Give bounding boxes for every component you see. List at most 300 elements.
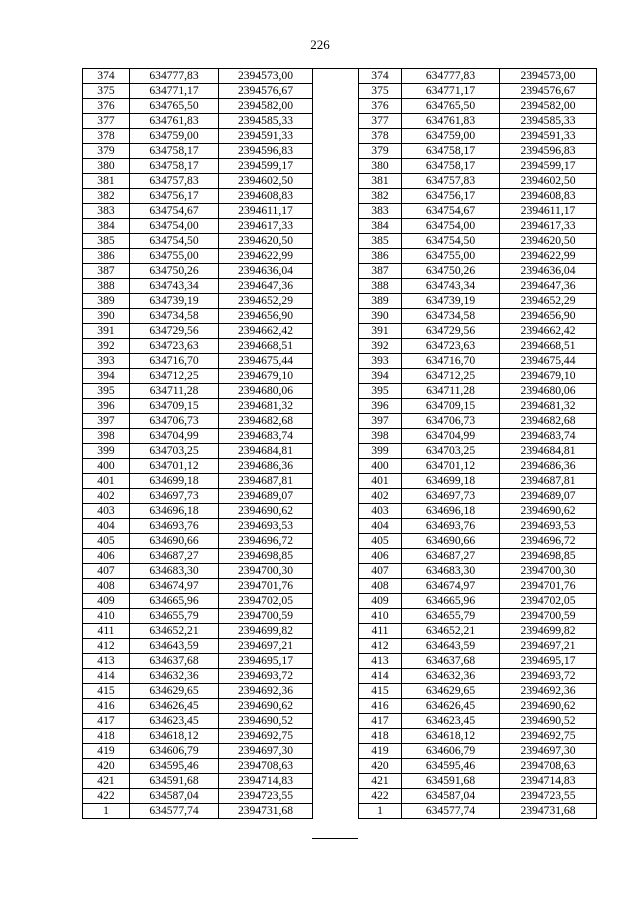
x-coordinate-cell: 634693,76: [402, 519, 500, 534]
point-number-cell: 407: [83, 564, 130, 579]
x-coordinate-cell: 634755,00: [130, 249, 219, 264]
y-coordinate-cell: 2394599,17: [219, 159, 313, 174]
y-coordinate-cell: 2394695,17: [500, 654, 597, 669]
y-coordinate-cell: 2394679,10: [500, 369, 597, 384]
table-row: [359, 759, 597, 774]
x-coordinate-cell: 634637,68: [402, 654, 500, 669]
point-number-cell: 416: [359, 699, 402, 714]
table-row: [83, 99, 313, 114]
x-coordinate-cell: 634693,76: [130, 519, 219, 534]
y-coordinate-cell: 2394699,82: [500, 624, 597, 639]
x-coordinate-cell: 634655,79: [402, 609, 500, 624]
y-coordinate-cell: 2394585,33: [219, 114, 313, 129]
table-row: [359, 444, 597, 459]
x-coordinate-cell: 634626,45: [130, 699, 219, 714]
table-row: [359, 249, 597, 264]
x-coordinate-cell: 634577,74: [130, 804, 219, 819]
point-number-cell: 375: [359, 84, 402, 99]
table-row: [359, 684, 597, 699]
point-number-cell: 418: [83, 729, 130, 744]
x-coordinate-cell: 634754,50: [130, 234, 219, 249]
x-coordinate-cell: 634743,34: [130, 279, 219, 294]
x-coordinate-cell: 634687,27: [130, 549, 219, 564]
point-number-cell: 415: [359, 684, 402, 699]
x-coordinate-cell: 634709,15: [130, 399, 219, 414]
point-number-cell: 391: [359, 324, 402, 339]
point-number-cell: 400: [83, 459, 130, 474]
x-coordinate-cell: 634777,83: [130, 69, 219, 84]
point-number-cell: 388: [83, 279, 130, 294]
x-coordinate-cell: 634697,73: [402, 489, 500, 504]
x-coordinate-cell: 634759,00: [130, 129, 219, 144]
x-coordinate-cell: 634723,63: [130, 339, 219, 354]
x-coordinate-cell: 634761,83: [402, 114, 500, 129]
y-coordinate-cell: 2394702,05: [500, 594, 597, 609]
point-number-cell: 399: [359, 444, 402, 459]
y-coordinate-cell: 2394700,59: [219, 609, 313, 624]
y-coordinate-cell: 2394690,52: [500, 714, 597, 729]
y-coordinate-cell: 2394683,74: [219, 429, 313, 444]
x-coordinate-cell: 634591,68: [402, 774, 500, 789]
point-number-cell: 414: [83, 669, 130, 684]
x-coordinate-cell: 634703,25: [130, 444, 219, 459]
y-coordinate-cell: 2394693,72: [219, 669, 313, 684]
table-row: [359, 279, 597, 294]
table-row: [359, 519, 597, 534]
table-row: [83, 429, 313, 444]
x-coordinate-cell: 634687,27: [402, 549, 500, 564]
y-coordinate-cell: 2394690,62: [219, 504, 313, 519]
x-coordinate-cell: 634587,04: [130, 789, 219, 804]
table-row: [83, 564, 313, 579]
x-coordinate-cell: 634711,28: [402, 384, 500, 399]
y-coordinate-cell: 2394662,42: [219, 324, 313, 339]
point-number-cell: 375: [83, 84, 130, 99]
x-coordinate-cell: 634623,45: [130, 714, 219, 729]
y-coordinate-cell: 2394576,67: [219, 84, 313, 99]
x-coordinate-cell: 634709,15: [402, 399, 500, 414]
point-number-cell: 377: [83, 114, 130, 129]
table-row: [359, 789, 597, 804]
y-coordinate-cell: 2394690,62: [500, 504, 597, 519]
y-coordinate-cell: 2394675,44: [219, 354, 313, 369]
y-coordinate-cell: 2394611,17: [500, 204, 597, 219]
y-coordinate-cell: 2394622,99: [219, 249, 313, 264]
table-row: [83, 774, 313, 789]
point-number-cell: 393: [359, 354, 402, 369]
table-row: [359, 264, 597, 279]
y-coordinate-cell: 2394681,32: [500, 399, 597, 414]
table-row: [359, 729, 597, 744]
y-coordinate-cell: 2394689,07: [219, 489, 313, 504]
point-number-cell: 388: [359, 279, 402, 294]
y-coordinate-cell: 2394596,83: [500, 144, 597, 159]
x-coordinate-cell: 634750,26: [402, 264, 500, 279]
y-coordinate-cell: 2394684,81: [500, 444, 597, 459]
table-row: [83, 339, 313, 354]
x-coordinate-cell: 634758,17: [402, 159, 500, 174]
point-number-cell: 382: [83, 189, 130, 204]
point-number-cell: 409: [83, 594, 130, 609]
point-number-cell: 376: [83, 99, 130, 114]
table-row: [83, 714, 313, 729]
table-row: [359, 324, 597, 339]
y-coordinate-cell: 2394690,62: [219, 699, 313, 714]
table-row: [359, 414, 597, 429]
point-number-cell: 401: [83, 474, 130, 489]
point-number-cell: 389: [83, 294, 130, 309]
y-coordinate-cell: 2394668,51: [500, 339, 597, 354]
point-number-cell: 381: [83, 174, 130, 189]
y-coordinate-cell: 2394697,30: [219, 744, 313, 759]
y-coordinate-cell: 2394647,36: [500, 279, 597, 294]
y-coordinate-cell: 2394689,07: [500, 489, 597, 504]
table-row: [83, 609, 313, 624]
y-coordinate-cell: 2394690,62: [500, 699, 597, 714]
y-coordinate-cell: 2394573,00: [219, 69, 313, 84]
y-coordinate-cell: 2394692,75: [500, 729, 597, 744]
y-coordinate-cell: 2394636,04: [219, 264, 313, 279]
table-row: [359, 384, 597, 399]
y-coordinate-cell: 2394708,63: [219, 759, 313, 774]
table-row: [359, 744, 597, 759]
point-number-cell: 417: [83, 714, 130, 729]
table-row: [359, 534, 597, 549]
point-number-cell: 412: [83, 639, 130, 654]
x-coordinate-cell: 634683,30: [402, 564, 500, 579]
point-number-cell: 390: [83, 309, 130, 324]
point-number-cell: 419: [359, 744, 402, 759]
x-coordinate-cell: 634704,99: [130, 429, 219, 444]
x-coordinate-cell: 634754,50: [402, 234, 500, 249]
point-number-cell: 400: [359, 459, 402, 474]
point-number-cell: 389: [359, 294, 402, 309]
table-row: [359, 99, 597, 114]
point-number-cell: 391: [83, 324, 130, 339]
point-number-cell: 397: [83, 414, 130, 429]
y-coordinate-cell: 2394698,85: [219, 549, 313, 564]
x-coordinate-cell: 634757,83: [130, 174, 219, 189]
y-coordinate-cell: 2394702,05: [219, 594, 313, 609]
y-coordinate-cell: 2394700,59: [500, 609, 597, 624]
point-number-cell: 385: [359, 234, 402, 249]
x-coordinate-cell: 634606,79: [402, 744, 500, 759]
point-number-cell: 402: [359, 489, 402, 504]
x-coordinate-cell: 634591,68: [130, 774, 219, 789]
point-number-cell: 406: [83, 549, 130, 564]
x-coordinate-cell: 634723,63: [402, 339, 500, 354]
table-row: [83, 729, 313, 744]
point-number-cell: 396: [83, 399, 130, 414]
table-gap: [312, 68, 358, 839]
y-coordinate-cell: 2394701,76: [500, 579, 597, 594]
y-coordinate-cell: 2394596,83: [219, 144, 313, 159]
coordinates-tables: [82, 68, 596, 839]
y-coordinate-cell: 2394687,81: [500, 474, 597, 489]
point-number-cell: 394: [83, 369, 130, 384]
table-row: [83, 249, 313, 264]
y-coordinate-cell: 2394697,21: [500, 639, 597, 654]
point-number-cell: 421: [83, 774, 130, 789]
y-coordinate-cell: 2394675,44: [500, 354, 597, 369]
y-coordinate-cell: 2394692,75: [219, 729, 313, 744]
table-row: [83, 294, 313, 309]
table-row: [83, 639, 313, 654]
x-coordinate-cell: 634729,56: [402, 324, 500, 339]
table-row: [83, 324, 313, 339]
x-coordinate-cell: 634696,18: [130, 504, 219, 519]
table-row: [359, 234, 597, 249]
table-row: [359, 459, 597, 474]
table-row: [359, 639, 597, 654]
x-coordinate-cell: 634699,18: [402, 474, 500, 489]
table-row: [83, 759, 313, 774]
y-coordinate-cell: 2394682,68: [219, 414, 313, 429]
table-row: [83, 129, 313, 144]
y-coordinate-cell: 2394652,29: [219, 294, 313, 309]
point-number-cell: 403: [359, 504, 402, 519]
x-coordinate-cell: 634754,00: [402, 219, 500, 234]
y-coordinate-cell: 2394602,50: [219, 174, 313, 189]
x-coordinate-cell: 634595,46: [130, 759, 219, 774]
y-coordinate-cell: 2394687,81: [219, 474, 313, 489]
x-coordinate-cell: 634712,25: [402, 369, 500, 384]
point-number-cell: 374: [359, 69, 402, 84]
table-row: [83, 744, 313, 759]
y-coordinate-cell: 2394585,33: [500, 114, 597, 129]
x-coordinate-cell: 634739,19: [402, 294, 500, 309]
table-row: [359, 579, 597, 594]
x-coordinate-cell: 634629,65: [130, 684, 219, 699]
point-number-cell: 404: [83, 519, 130, 534]
y-coordinate-cell: 2394690,52: [219, 714, 313, 729]
table-row: [359, 489, 597, 504]
y-coordinate-cell: 2394620,50: [500, 234, 597, 249]
point-number-cell: 408: [359, 579, 402, 594]
y-coordinate-cell: 2394680,06: [219, 384, 313, 399]
point-number-cell: 410: [359, 609, 402, 624]
table-row: [83, 84, 313, 99]
coordinates-table-left: [82, 68, 313, 819]
x-coordinate-cell: 634652,21: [402, 624, 500, 639]
y-coordinate-cell: 2394697,21: [219, 639, 313, 654]
point-number-cell: 393: [83, 354, 130, 369]
point-number-cell: 403: [83, 504, 130, 519]
point-number-cell: 420: [83, 759, 130, 774]
y-coordinate-cell: 2394656,90: [500, 309, 597, 324]
y-coordinate-cell: 2394636,04: [500, 264, 597, 279]
y-coordinate-cell: 2394576,67: [500, 84, 597, 99]
coordinates-table-right: [358, 68, 597, 819]
point-number-cell: 398: [83, 429, 130, 444]
table-row: [83, 189, 313, 204]
x-coordinate-cell: 634696,18: [402, 504, 500, 519]
x-coordinate-cell: 634643,59: [402, 639, 500, 654]
y-coordinate-cell: 2394714,83: [219, 774, 313, 789]
table-row: [359, 159, 597, 174]
point-number-cell: 383: [359, 204, 402, 219]
table-row: [359, 504, 597, 519]
y-coordinate-cell: 2394696,72: [219, 534, 313, 549]
table-row: [359, 204, 597, 219]
point-number-cell: 386: [83, 249, 130, 264]
point-number-cell: 399: [83, 444, 130, 459]
table-row: [83, 684, 313, 699]
point-number-cell: 398: [359, 429, 402, 444]
x-coordinate-cell: 634754,67: [402, 204, 500, 219]
point-number-cell: 378: [83, 129, 130, 144]
x-coordinate-cell: 634701,12: [130, 459, 219, 474]
point-number-cell: 377: [359, 114, 402, 129]
table-row: [83, 354, 313, 369]
y-coordinate-cell: 2394620,50: [219, 234, 313, 249]
y-coordinate-cell: 2394611,17: [219, 204, 313, 219]
x-coordinate-cell: 634771,17: [130, 84, 219, 99]
y-coordinate-cell: 2394693,53: [500, 519, 597, 534]
y-coordinate-cell: 2394683,74: [500, 429, 597, 444]
point-number-cell: 412: [359, 639, 402, 654]
x-coordinate-cell: 634754,00: [130, 219, 219, 234]
x-coordinate-cell: 634703,25: [402, 444, 500, 459]
table-row: [359, 654, 597, 669]
point-number-cell: 407: [359, 564, 402, 579]
y-coordinate-cell: 2394700,30: [219, 564, 313, 579]
table-row: [359, 774, 597, 789]
x-coordinate-cell: 634706,73: [130, 414, 219, 429]
point-number-cell: 374: [83, 69, 130, 84]
point-number-cell: 405: [359, 534, 402, 549]
x-coordinate-cell: 634716,70: [402, 354, 500, 369]
y-coordinate-cell: 2394723,55: [219, 789, 313, 804]
y-coordinate-cell: 2394617,33: [500, 219, 597, 234]
point-number-cell: 411: [83, 624, 130, 639]
point-number-cell: 383: [83, 204, 130, 219]
table-row: [359, 69, 597, 84]
x-coordinate-cell: 634756,17: [402, 189, 500, 204]
x-coordinate-cell: 634618,12: [130, 729, 219, 744]
point-number-cell: 390: [359, 309, 402, 324]
point-number-cell: 413: [359, 654, 402, 669]
table-row: [83, 654, 313, 669]
point-number-cell: 409: [359, 594, 402, 609]
point-number-cell: 380: [359, 159, 402, 174]
table-row: [83, 174, 313, 189]
y-coordinate-cell: 2394602,50: [500, 174, 597, 189]
y-coordinate-cell: 2394591,33: [500, 129, 597, 144]
x-coordinate-cell: 634754,67: [130, 204, 219, 219]
x-coordinate-cell: 634665,96: [130, 594, 219, 609]
y-coordinate-cell: 2394647,36: [219, 279, 313, 294]
x-coordinate-cell: 634665,96: [402, 594, 500, 609]
x-coordinate-cell: 634606,79: [130, 744, 219, 759]
point-number-cell: 410: [83, 609, 130, 624]
table-row: [83, 414, 313, 429]
point-number-cell: 386: [359, 249, 402, 264]
x-coordinate-cell: 634577,74: [402, 804, 500, 819]
table-row: [83, 69, 313, 84]
x-coordinate-cell: 634757,83: [402, 174, 500, 189]
point-number-cell: 397: [359, 414, 402, 429]
table-row: [83, 204, 313, 219]
table-row: [83, 789, 313, 804]
table-row: [359, 339, 597, 354]
point-number-cell: 417: [359, 714, 402, 729]
table-row: [83, 579, 313, 594]
table-row: [83, 384, 313, 399]
x-coordinate-cell: 634637,68: [130, 654, 219, 669]
y-coordinate-cell: 2394692,36: [219, 684, 313, 699]
y-coordinate-cell: 2394617,33: [219, 219, 313, 234]
y-coordinate-cell: 2394656,90: [219, 309, 313, 324]
table-row: [359, 609, 597, 624]
table-row: [359, 594, 597, 609]
table-row: [83, 279, 313, 294]
table-row: [83, 504, 313, 519]
x-coordinate-cell: 634632,36: [402, 669, 500, 684]
x-coordinate-cell: 634595,46: [402, 759, 500, 774]
x-coordinate-cell: 634643,59: [130, 639, 219, 654]
table-row: [359, 189, 597, 204]
x-coordinate-cell: 634755,00: [402, 249, 500, 264]
point-number-cell: 404: [359, 519, 402, 534]
table-row: [359, 144, 597, 159]
table-row: [83, 624, 313, 639]
x-coordinate-cell: 634587,04: [402, 789, 500, 804]
x-coordinate-cell: 634701,12: [402, 459, 500, 474]
table-row: [83, 594, 313, 609]
table-row: [359, 114, 597, 129]
x-coordinate-cell: 634632,36: [130, 669, 219, 684]
x-coordinate-cell: 634734,58: [130, 309, 219, 324]
table-row: [83, 459, 313, 474]
x-coordinate-cell: 634756,17: [130, 189, 219, 204]
table-row: [359, 354, 597, 369]
table-row: [83, 159, 313, 174]
x-coordinate-cell: 634712,25: [130, 369, 219, 384]
table-row: [83, 699, 313, 714]
table-row: [83, 114, 313, 129]
x-coordinate-cell: 634739,19: [130, 294, 219, 309]
x-coordinate-cell: 634618,12: [402, 729, 500, 744]
x-coordinate-cell: 634683,30: [130, 564, 219, 579]
point-number-cell: 411: [359, 624, 402, 639]
point-number-cell: 1: [359, 804, 402, 819]
table-row: [83, 669, 313, 684]
point-number-cell: 387: [359, 264, 402, 279]
y-coordinate-cell: 2394708,63: [500, 759, 597, 774]
y-coordinate-cell: 2394686,36: [500, 459, 597, 474]
point-number-cell: 402: [83, 489, 130, 504]
table-row: [83, 369, 313, 384]
point-number-cell: 406: [359, 549, 402, 564]
table-row: [359, 219, 597, 234]
x-coordinate-cell: 634758,17: [402, 144, 500, 159]
table-row: [83, 444, 313, 459]
y-coordinate-cell: 2394682,68: [500, 414, 597, 429]
point-number-cell: 378: [359, 129, 402, 144]
x-coordinate-cell: 634690,66: [130, 534, 219, 549]
y-coordinate-cell: 2394714,83: [500, 774, 597, 789]
point-number-cell: 413: [83, 654, 130, 669]
x-coordinate-cell: 634655,79: [130, 609, 219, 624]
y-coordinate-cell: 2394697,30: [500, 744, 597, 759]
table-row: [83, 399, 313, 414]
y-coordinate-cell: 2394723,55: [500, 789, 597, 804]
table-row: [359, 564, 597, 579]
point-number-cell: 379: [359, 144, 402, 159]
table-row: [83, 534, 313, 549]
point-number-cell: 405: [83, 534, 130, 549]
